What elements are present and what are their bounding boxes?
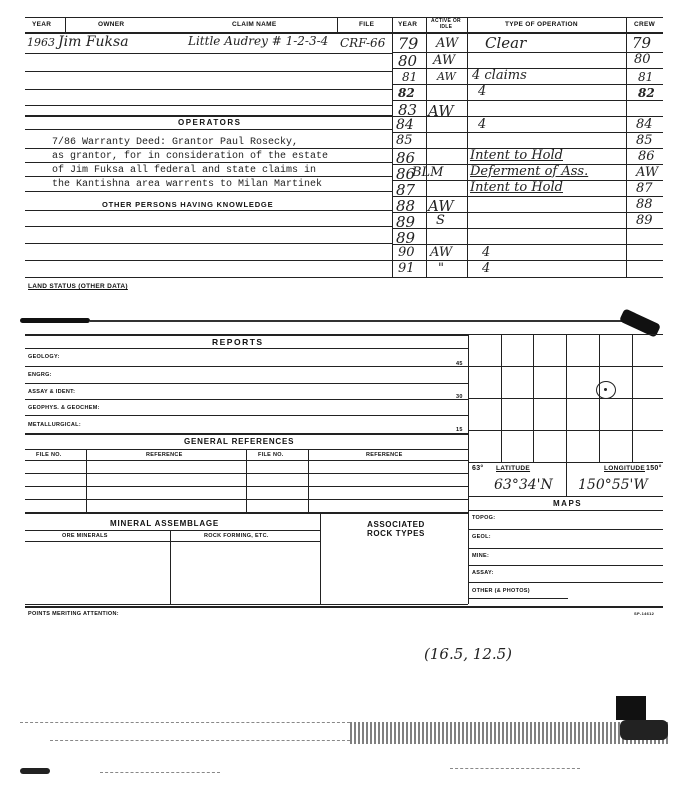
report-geology: GEOLOGY:	[28, 354, 60, 360]
longitude-label: LONGITUDE	[604, 465, 645, 472]
operators-line: as grantor, for in consideration of the estate	[52, 151, 329, 162]
activity-crew: 86	[638, 149, 655, 164]
col-header-active-idle: ACTIVE OR IDLE	[431, 18, 461, 30]
activity-crew: 81	[638, 70, 654, 84]
points-meriting-attention: POINTS MERITING ATTENTION:	[28, 611, 119, 617]
activity-crew: 79	[632, 34, 652, 52]
activity-status: AW	[436, 36, 459, 51]
col-header-owner: OWNER	[98, 21, 125, 28]
ma-col-ore-minerals: ORE MINERALS	[62, 533, 108, 539]
activity-status: BLM	[412, 165, 444, 180]
activity-year: 90	[398, 245, 415, 260]
activity-operation: Intent to Hold	[470, 180, 563, 195]
activity-operation: 4	[478, 117, 487, 132]
activity-year: 89	[396, 213, 416, 231]
lat-deg-left: 63°	[472, 465, 484, 472]
form-number: SP-14612	[634, 611, 655, 616]
col-header-file: FILE	[359, 21, 375, 28]
activity-year: 84	[396, 117, 414, 133]
activity-status: "	[438, 261, 444, 276]
operators-line: the Kantishna area warrents to Milan Martinek	[52, 179, 323, 190]
gr-col-reference-2: REFERENCE	[366, 452, 403, 458]
col-header-type-of-operation: TYPE OF OPERATION	[505, 21, 578, 28]
other-persons-heading: OTHER PERSONS HAVING KNOWLEDGE	[102, 200, 274, 209]
activity-status: AW	[430, 245, 453, 260]
report-metallurgical: METALLURGICAL:	[28, 422, 81, 428]
activity-crew: 85	[636, 133, 653, 148]
report-geophys: GEOPHYS. & GEOCHEM:	[28, 405, 100, 411]
activity-year: 79	[398, 34, 419, 53]
gr-col-file-no-2: FILE NO.	[258, 452, 284, 458]
scan-noise	[20, 700, 668, 800]
activity-crew: 88	[636, 197, 653, 212]
gr-col-reference: REFERENCE	[146, 452, 183, 458]
activity-year: 89	[396, 229, 416, 247]
map-row-other: OTHER (& PHOTOS)	[472, 588, 530, 594]
activity-crew: 80	[634, 52, 651, 67]
activity-status: AW	[437, 70, 456, 83]
activity-status: AW	[428, 102, 454, 120]
activity-operation: Clear	[485, 34, 527, 52]
mineral-assemblage-heading: MINERAL ASSEMBLAGE	[110, 519, 220, 528]
scale-45: 45	[456, 361, 463, 367]
activity-operation: Intent to Hold	[470, 148, 563, 163]
col-header-crew: CREW	[634, 21, 656, 28]
activity-year: 86	[396, 149, 416, 167]
latitude-label: LATITUDE	[496, 465, 531, 472]
activity-status: S	[436, 213, 445, 228]
operators-line: of Jim Fuksa all federal and state claims in	[52, 165, 317, 176]
scale-30: 30	[456, 394, 463, 400]
activity-status: AW	[433, 53, 456, 68]
activity-crew: 84	[636, 117, 653, 132]
activity-year: 82	[398, 86, 415, 100]
report-assay: ASSAY & IDENT:	[28, 389, 76, 395]
map-row-topog: TOPOG:	[472, 515, 496, 521]
col-header-year2: YEAR	[398, 21, 418, 28]
owner-year: 1963	[27, 36, 55, 49]
activity-year: 88	[396, 197, 416, 215]
col-header-year: YEAR	[32, 21, 52, 28]
file-number: CRF-66	[340, 36, 386, 50]
claim-name: Little Audrey # 1-2-3-4	[188, 34, 329, 48]
gr-col-file-no: FILE NO.	[36, 452, 62, 458]
owner-name: Jim Fuksa	[58, 34, 129, 50]
activity-crew: AW	[636, 165, 659, 180]
activity-year: 86	[396, 165, 416, 183]
map-row-geol: GEOL:	[472, 534, 491, 540]
lon-deg-right: 150°	[646, 465, 662, 472]
activity-crew: 87	[636, 181, 653, 196]
land-status-label: LAND STATUS (OTHER DATA)	[28, 283, 128, 290]
map-row-assay: ASSAY:	[472, 570, 494, 576]
activity-operation: 4 claims	[472, 68, 527, 83]
longitude-value: 150°55'W	[578, 477, 648, 493]
activity-year: 80	[398, 52, 418, 70]
report-engrg: ENGRG:	[28, 372, 52, 378]
activity-status: AW	[428, 197, 454, 215]
maps-heading: MAPS	[553, 499, 583, 508]
associated-rock-types: ASSOCIATED ROCK TYPES	[366, 520, 425, 538]
activity-crew: 89	[636, 213, 653, 228]
scale-15: 15	[456, 427, 463, 433]
general-references-heading: GENERAL REFERENCES	[184, 437, 295, 446]
reports-heading: REPORTS	[212, 337, 264, 347]
col-header-claim-name: CLAIM NAME	[232, 21, 277, 28]
activity-year: 91	[398, 261, 415, 276]
coordinates-note: (16.5, 12.5)	[424, 645, 513, 663]
location-marker-icon	[596, 381, 616, 399]
operators-heading: OPERATORS	[178, 118, 242, 127]
activity-year: 87	[396, 181, 416, 199]
latitude-value: 63°34'N	[494, 477, 553, 493]
activity-crew: 82	[638, 86, 655, 100]
activity-year: 83	[398, 101, 418, 119]
activity-operation: 4	[482, 245, 491, 260]
map-row-mine: MINE:	[472, 553, 490, 559]
activity-operation: 4	[478, 84, 487, 99]
ma-col-rock-forming: ROCK FORMING, ETC.	[204, 533, 269, 539]
scan-smudge	[20, 316, 660, 324]
activity-year: 81	[402, 70, 418, 84]
operators-line: 7/86 Warranty Deed: Grantor Paul Rosecky,	[52, 137, 299, 148]
activity-operation: 4	[482, 261, 491, 276]
activity-year: 85	[396, 133, 413, 148]
activity-operation: Deferment of Ass.	[470, 164, 589, 179]
